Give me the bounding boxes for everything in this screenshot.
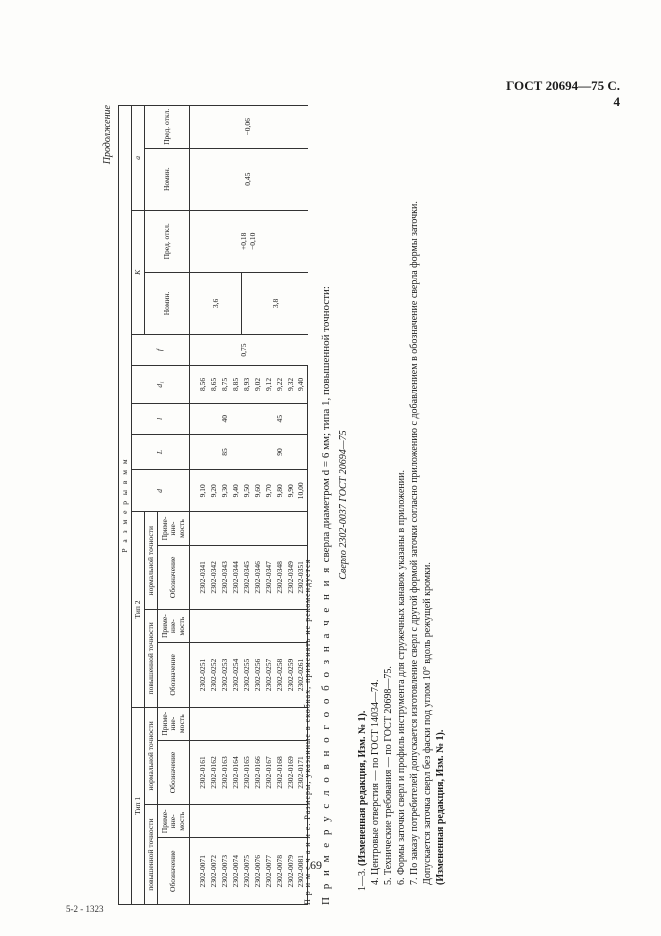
- type1-normal-designation: 2302-0166: [253, 740, 264, 804]
- type2-normal-designation: 2302-0344: [231, 545, 242, 609]
- cell-l: [242, 403, 253, 434]
- type2-normal-usage: [253, 512, 264, 545]
- sizes-label: Р а з м е р ы в м м: [119, 106, 132, 905]
- col-l: l: [132, 403, 190, 434]
- continuation-label: Продолжение: [102, 105, 113, 165]
- type1-normal-precision: нормальной точности: [145, 707, 158, 805]
- type2-normal-usage: [220, 512, 231, 545]
- type2-normal-designation: 2302-0346: [253, 545, 264, 609]
- page-number: 69: [310, 858, 322, 872]
- cell-d: 9,20: [209, 470, 220, 512]
- cell-d1: 8,56: [198, 366, 209, 404]
- K-tol-value: [190, 210, 308, 272]
- type1-high-designation: 2302-0077: [264, 838, 275, 905]
- type2-normal-usage: [264, 512, 275, 545]
- paragraph-1-text: 1—3.: [357, 866, 368, 891]
- type1-normal-usage: [275, 707, 286, 740]
- type2-normal-precision: нормальной точности: [145, 512, 158, 610]
- type1-normal-usage: [231, 707, 242, 740]
- type2-header: Тип 2: [132, 512, 145, 707]
- type1-high-precision: повышенной точности: [145, 805, 158, 905]
- col-f: f: [132, 334, 190, 365]
- type1-high-usage: [275, 805, 286, 838]
- type1-normal-designation: 2302-0168: [275, 740, 286, 804]
- cell-d: 9,30: [220, 470, 231, 512]
- type1-normal-designation: 2302-0163: [220, 740, 231, 804]
- type1-normal-usage: [198, 707, 209, 740]
- K-nom-1: 3,6: [190, 273, 242, 334]
- type2-high-designation: 2302-0251: [198, 643, 209, 707]
- cell-L: 85: [220, 434, 231, 469]
- example-title: П р и м е р у с л о в н о г о о б о з н а ч е н и я: [320, 565, 332, 905]
- cell-l: [209, 403, 220, 434]
- notes-paragraphs: [356, 105, 447, 905]
- cell-l: [253, 403, 264, 434]
- type2-normal-designation: 2302-0342: [209, 545, 220, 609]
- type2-high-usage: [264, 610, 275, 643]
- type2-high-usage: [231, 610, 242, 643]
- f-value-text: 0,75: [239, 343, 248, 357]
- type1-high-designation: 2302-0072: [209, 838, 220, 905]
- col-usage: Приме-нне-мость: [158, 707, 190, 740]
- type1-high-usage: [286, 805, 297, 838]
- type2-high-usage: [209, 610, 220, 643]
- type1-normal-designation: 2302-0167: [264, 740, 275, 804]
- col-designation: Обозначение: [158, 740, 190, 804]
- cell-L: [286, 434, 297, 469]
- K-nom-2: 3,8: [271, 298, 280, 309]
- paragraph-9: (Измененная редакция, Изм. № 1).: [435, 729, 446, 885]
- cell-d1: 8,85: [231, 366, 242, 404]
- cell-d1: 9,40: [297, 366, 308, 404]
- cell-l: [198, 403, 209, 434]
- type2-high-usage: [198, 610, 209, 643]
- type1-high-designation: 2302-0075: [242, 838, 253, 905]
- cell-d: 10,00: [297, 470, 308, 512]
- table-note: П р и м е ч а н и е. Размеры, указанные в скобках, применять не рекомендуется: [303, 558, 312, 905]
- type2-normal-designation: 2302-0343: [220, 545, 231, 609]
- a-tol-header: Пред. откл.: [145, 106, 190, 149]
- col-designation: Обозначение: [158, 838, 190, 905]
- col-usage: Приме-нне-мость: [158, 610, 190, 643]
- K-tol-text: +0,18 −0,10: [239, 232, 257, 250]
- a-nom-value: 0,45: [190, 148, 308, 210]
- col-usage: Приме-нне-мость: [158, 512, 190, 545]
- type2-high-designation: 2302-0258: [275, 643, 286, 707]
- paragraph-4: 4. Центровые отверстия — по ГОСТ 14034—74.: [370, 679, 381, 885]
- example-designation: [320, 105, 332, 905]
- cell-d: 9,50: [242, 470, 253, 512]
- example-text: сверла диаметром d = 6 мм; типа 1, повышенной точности:: [320, 286, 332, 566]
- K-tol-header: Пред. откл.: [145, 210, 190, 272]
- a-nom-header: Номин.: [145, 148, 190, 210]
- cell-l: [264, 403, 275, 434]
- type2-high-designation: 2302-0259: [286, 643, 297, 707]
- drill-dimensions-table: [118, 105, 308, 905]
- type1-high-designation: 2302-0076: [253, 838, 264, 905]
- col-K: K: [132, 210, 145, 334]
- cell-L: [209, 434, 220, 469]
- col-designation: Обозначение: [158, 545, 190, 609]
- type1-normal-usage: [286, 707, 297, 740]
- type1-header: Тип 1: [132, 707, 145, 904]
- cell-l: [231, 403, 242, 434]
- K-nom-header: Номин.: [145, 272, 190, 334]
- paragraph-1: [356, 105, 369, 905]
- type2-normal-usage: [209, 512, 220, 545]
- col-usage: Приме-нне-мость: [158, 805, 190, 838]
- type2-high-designation: 2302-0257: [264, 643, 275, 707]
- type2-normal-designation: 2302-0341: [198, 545, 209, 609]
- type1-normal-designation: 2302-0164: [231, 740, 242, 804]
- f-value: [190, 334, 308, 365]
- type2-high-usage: [242, 610, 253, 643]
- type2-normal-designation: 2302-0349: [286, 545, 297, 609]
- type2-high-usage: [253, 610, 264, 643]
- cell-L: [198, 434, 209, 469]
- page-header-title: ГОСТ 20694—75 С. 4: [506, 78, 620, 109]
- type2-normal-designation: 2302-0348: [275, 545, 286, 609]
- type1-high-designation: 2302-0079: [286, 838, 297, 905]
- type2-normal-usage: [286, 512, 297, 545]
- cell-d1: 9,22: [275, 366, 286, 404]
- paragraph-5: 5. Технические требования — по ГОСТ 20698—75.: [383, 666, 394, 885]
- cell-L: [231, 434, 242, 469]
- cell-L: 90: [275, 434, 286, 469]
- cell-L: [253, 434, 264, 469]
- cell-d: 9,10: [198, 470, 209, 512]
- a-tol-value: −0,06: [190, 106, 308, 149]
- type2-normal-usage: [275, 512, 286, 545]
- type2-normal-designation: 2302-0347: [264, 545, 275, 609]
- type1-high-designation: 2302-0073: [220, 838, 231, 905]
- cell-L: [264, 434, 275, 469]
- side-code: 5-2 - 1323: [66, 904, 104, 914]
- type1-normal-usage: [209, 707, 220, 740]
- type1-normal-designation: 2302-0169: [286, 740, 297, 804]
- paragraph-6: 6. Формы заточки сверл и профиль инструмента для стружечных канавок указаны в приложении.: [396, 470, 407, 885]
- type1-high-usage: [264, 805, 275, 838]
- col-designation: Обозначение: [158, 643, 190, 707]
- type2-high-precision: повышенной точности: [145, 610, 158, 708]
- col-a: a: [132, 106, 145, 211]
- type1-high-usage: [242, 805, 253, 838]
- type2-high-designation: 2302-0254: [231, 643, 242, 707]
- type2-normal-usage: [198, 512, 209, 545]
- cell-l: 40: [220, 403, 231, 434]
- type2-high-designation: 2302-0256: [253, 643, 264, 707]
- type2-high-usage: [220, 610, 231, 643]
- paragraph-1-amendment: (Измененная редакция, Изм. № 1).: [357, 710, 368, 866]
- cell-d1: 8,75: [220, 366, 231, 404]
- type2-high-designation: 2302-0253: [220, 643, 231, 707]
- cell-d1: 9,02: [253, 366, 264, 404]
- col-d1: d₁: [132, 366, 190, 404]
- type2-high-usage: [275, 610, 286, 643]
- type2-high-designation: 2302-0252: [209, 643, 220, 707]
- paragraph-8: Допускается заточка сверл без фаски под углом 10° вдоль режущей кромки.: [422, 562, 433, 885]
- cell-d1: 8,65: [209, 366, 220, 404]
- col-d: d: [132, 470, 190, 512]
- type1-normal-usage: [264, 707, 275, 740]
- type2-high-designation: 2302-0255: [242, 643, 253, 707]
- type1-normal-usage: [220, 707, 231, 740]
- type2-normal-designation: 2302-0345: [242, 545, 253, 609]
- type2-normal-usage: [231, 512, 242, 545]
- type1-high-usage: [231, 805, 242, 838]
- cell-l: [286, 403, 297, 434]
- type1-normal-designation: 2302-0165: [242, 740, 253, 804]
- type1-normal-usage: [253, 707, 264, 740]
- type1-high-designation: 2302-0074: [231, 838, 242, 905]
- type1-high-designation: 2302-0071: [198, 838, 209, 905]
- type2-high-designation: 2302-0261: [297, 643, 308, 707]
- cell-l: 45: [275, 403, 286, 434]
- cell-d: 9,40: [231, 470, 242, 512]
- type1-normal-designation: 2302-0162: [209, 740, 220, 804]
- example-code: Сверло 2302-0037 ГОСТ 20694—75: [338, 430, 349, 580]
- type1-high-usage: [220, 805, 231, 838]
- rotated-page-body: [100, 105, 640, 905]
- col-L: L: [132, 434, 190, 469]
- K-nom-values: [190, 272, 308, 334]
- cell-d: 9,70: [264, 470, 275, 512]
- cell-d1: 8,93: [242, 366, 253, 404]
- type1-high-designation: 2302-0081: [297, 838, 308, 905]
- type1-high-usage: [253, 805, 264, 838]
- cell-d: 9,80: [275, 470, 286, 512]
- type1-normal-designation: 2302-0161: [198, 740, 209, 804]
- type2-high-usage: [286, 610, 297, 643]
- cell-d1: 9,12: [264, 366, 275, 404]
- cell-d1: 9,32: [286, 366, 297, 404]
- type2-normal-usage: [242, 512, 253, 545]
- type1-high-usage: [198, 805, 209, 838]
- cell-d: 9,90: [286, 470, 297, 512]
- type1-normal-usage: [242, 707, 253, 740]
- cell-L: [242, 434, 253, 469]
- type2-normal-designation: 2302-0351: [297, 545, 308, 609]
- type1-high-usage: [209, 805, 220, 838]
- cell-d: 9,60: [253, 470, 264, 512]
- type1-normal-designation: 2302-0171: [297, 740, 308, 804]
- paragraph-7: 7. По заказу потребителей допускается изготовление сверл с другой формой заточки согласно приложению с добавлением в обозначение сверла формы заточки.: [409, 201, 420, 885]
- type1-high-designation: 2302-0078: [275, 838, 286, 905]
